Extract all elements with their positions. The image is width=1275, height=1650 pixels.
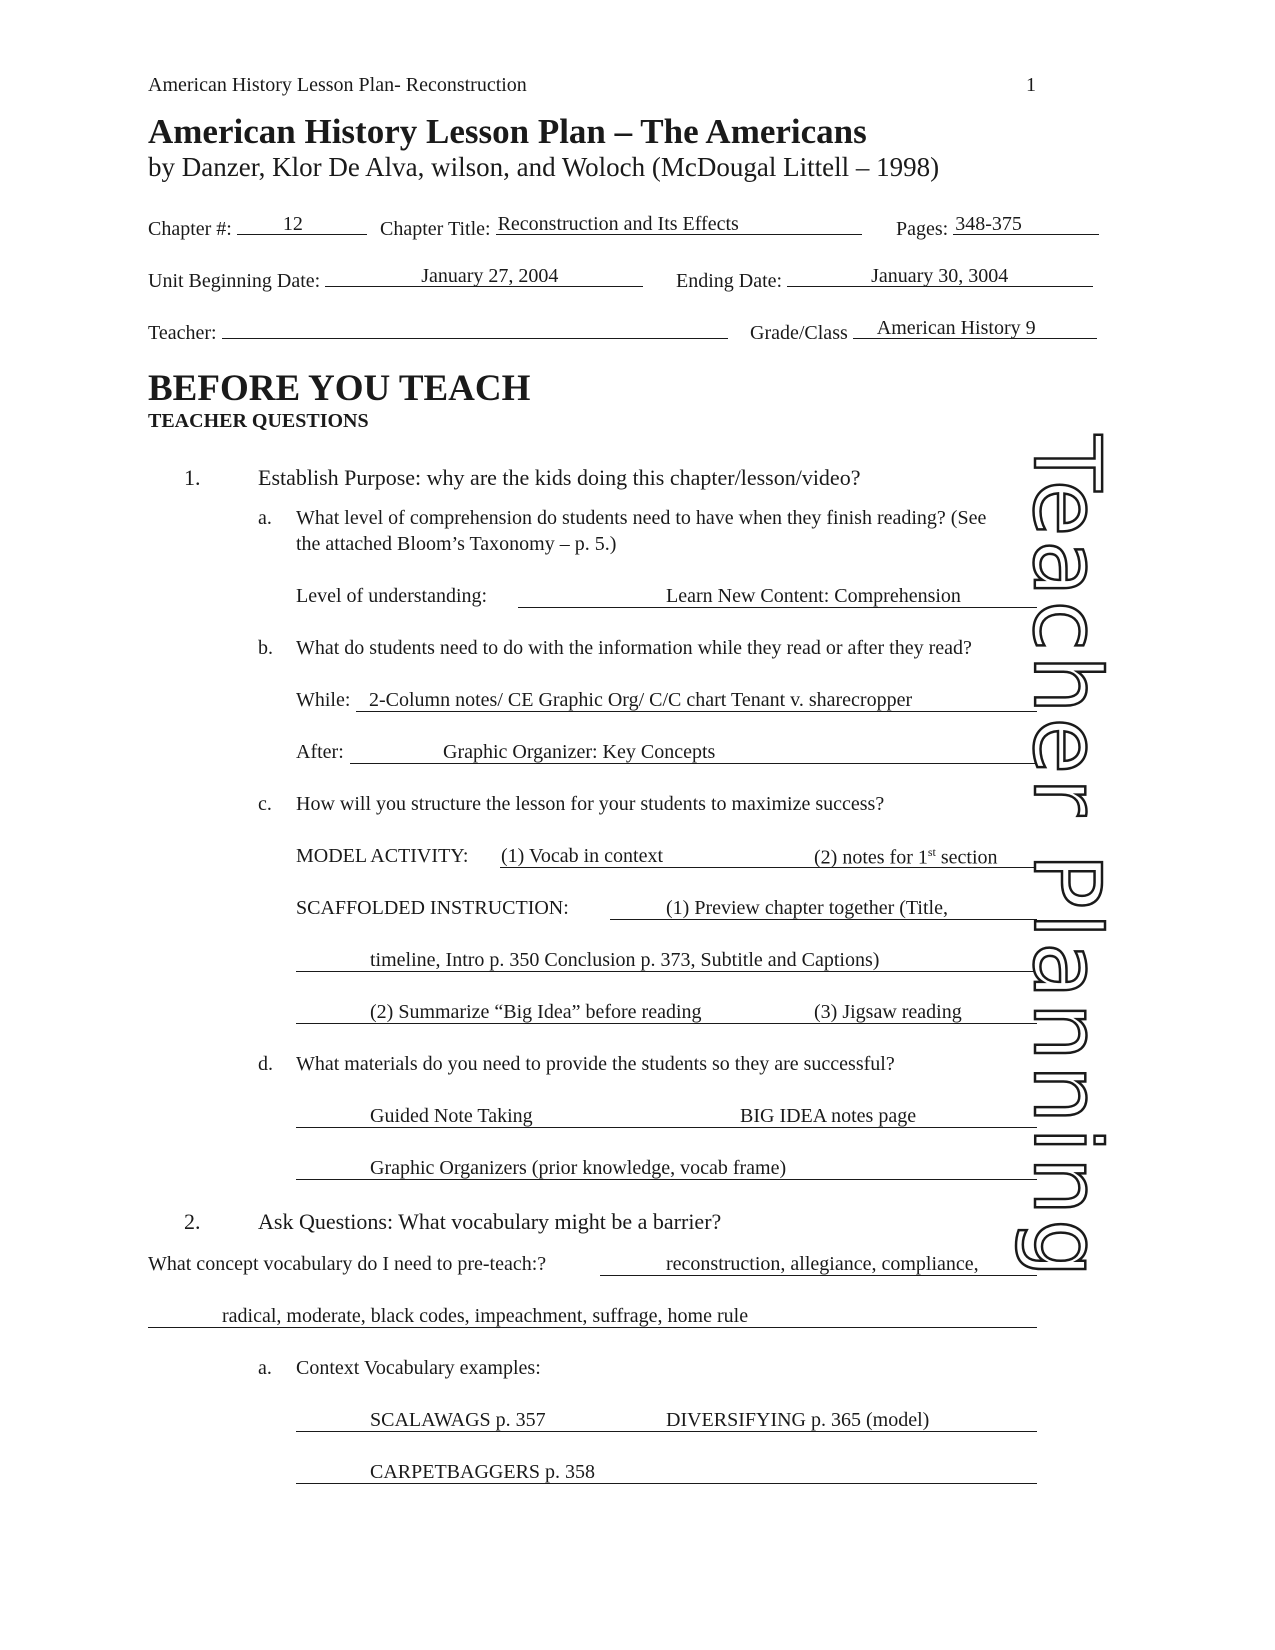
- concept-vocab-value-2: radical, moderate, black codes, impeachment, suffrage, home rule: [222, 1305, 749, 1327]
- teacher-row: [148, 318, 728, 345]
- context-vocab-value-1b: DIVERSIFYING p. 365 (model): [666, 1409, 930, 1431]
- teacher-planning-stamp-text: Teacher Planning: [1013, 435, 1120, 1282]
- concept-vocab-label: What concept vocabulary do I need to pre-teach:?: [148, 1253, 547, 1275]
- q2a-text: Context Vocabulary examples:: [296, 1357, 541, 1379]
- chapter-label: Chapter #:: [148, 218, 232, 240]
- q1a-letter: a.: [258, 507, 272, 529]
- level-label: Level of understanding:: [296, 585, 488, 607]
- running-header: American History Lesson Plan- Reconstruction: [148, 74, 527, 96]
- scaffold-label: SCAFFOLDED INSTRUCTION:: [296, 897, 569, 919]
- pages-label: Pages:: [896, 218, 949, 240]
- q2-text: Ask Questions: What vocabulary might be a barrier?: [258, 1209, 722, 1234]
- model-activity-value-1: (1) Vocab in context: [501, 845, 664, 867]
- pages-value: 348-375: [955, 213, 1022, 235]
- q1d-letter: d.: [258, 1053, 273, 1075]
- context-vocab-value-2: CARPETBAGGERS p. 358: [370, 1461, 596, 1483]
- document-title: American History Lesson Plan – The Americans: [148, 112, 867, 151]
- while-value: 2-Column notes/ CE Graphic Org/ C/C chart Tenant v. sharecropper: [369, 689, 913, 711]
- grade-value: American History 9: [876, 317, 1036, 339]
- q2a-letter: a.: [258, 1357, 272, 1379]
- q1c-letter: c.: [258, 793, 272, 815]
- begin-date-value: January 27, 2004: [421, 265, 559, 287]
- q2-number: 2.: [184, 1209, 201, 1234]
- end-date-label: Ending Date:: [676, 270, 783, 292]
- scaffold-value-3a: (2) Summarize “Big Idea” before reading: [370, 1001, 702, 1023]
- context-vocab-value-1a: SCALAWAGS p. 357: [370, 1409, 546, 1431]
- teacher-label: Teacher:: [148, 322, 217, 344]
- chapter-value: 12: [282, 213, 303, 235]
- begin-date-label: Unit Beginning Date:: [148, 270, 321, 292]
- q1c-text: How will you structure the lesson for your students to maximize success?: [296, 793, 885, 815]
- q1a-text-line2: the attached Bloom’s Taxonomy – p. 5.): [296, 533, 617, 555]
- grade-label: Grade/Class: [750, 322, 848, 344]
- chapter-field[interactable]: [237, 214, 367, 235]
- q1b-letter: b.: [258, 637, 273, 659]
- end-date-field[interactable]: [787, 266, 1093, 287]
- page-number: 1: [1026, 74, 1036, 96]
- begin-date-row: [148, 266, 643, 293]
- pages-field[interactable]: [953, 214, 1099, 235]
- scaffold-value-1: (1) Preview chapter together (Title,: [666, 897, 948, 919]
- chapter-title-row: [380, 214, 862, 241]
- pages-row: [896, 214, 1099, 241]
- chapter-title-value: Reconstruction and Its Effects: [497, 213, 739, 235]
- q1b-text: What do students need to do with the information while they read or after they read?: [296, 637, 972, 659]
- chapter-row: [148, 214, 367, 241]
- scaffold-value-2: timeline, Intro p. 350 Conclusion p. 373, Subtitle and Captions): [370, 949, 880, 971]
- end-date-value: January 30, 3004: [871, 265, 1009, 287]
- author-byline: by Danzer, Klor De Alva, wilson, and Woloch (McDougal Littell – 1998): [148, 152, 940, 182]
- q1-text: Establish Purpose: why are the kids doing this chapter/lesson/video?: [258, 465, 861, 490]
- materials-value-1b: BIG IDEA notes page: [740, 1105, 917, 1127]
- grade-row: [750, 318, 1097, 345]
- scaffold-value-3b: (3) Jigsaw reading: [814, 1001, 962, 1023]
- model-activity-value-2a: (2) notes for 1: [814, 846, 928, 869]
- grade-field[interactable]: [853, 318, 1097, 339]
- after-label: After:: [296, 741, 344, 763]
- concept-vocab-value-1: reconstruction, allegiance, compliance,: [666, 1253, 979, 1275]
- materials-value-1a: Guided Note Taking: [370, 1105, 533, 1127]
- model-activity-sup: st: [927, 845, 936, 859]
- after-value: Graphic Organizer: Key Concepts: [443, 741, 716, 763]
- section-heading: BEFORE YOU TEACH: [148, 368, 531, 409]
- model-activity-value-2: [814, 845, 998, 870]
- chapter-title-label: Chapter Title:: [380, 218, 491, 240]
- q1d-text: What materials do you need to provide the students so they are successful?: [296, 1053, 895, 1075]
- section-subheading: TEACHER QUESTIONS: [148, 410, 369, 432]
- model-activity-label: MODEL ACTIVITY:: [296, 845, 469, 867]
- begin-date-field[interactable]: [325, 266, 643, 287]
- teacher-field[interactable]: [222, 318, 728, 339]
- level-value: Learn New Content: Comprehension: [666, 585, 961, 607]
- q1-number: 1.: [184, 465, 201, 490]
- materials-value-2: Graphic Organizers (prior knowledge, vocab frame): [370, 1157, 787, 1179]
- while-label: While:: [296, 689, 351, 711]
- chapter-title-field[interactable]: [496, 214, 862, 235]
- q1a-text-line1: What level of comprehension do students need to have when they finish reading? (See: [296, 507, 987, 529]
- model-activity-value-2b: section: [935, 846, 998, 869]
- end-date-row: [676, 266, 1093, 293]
